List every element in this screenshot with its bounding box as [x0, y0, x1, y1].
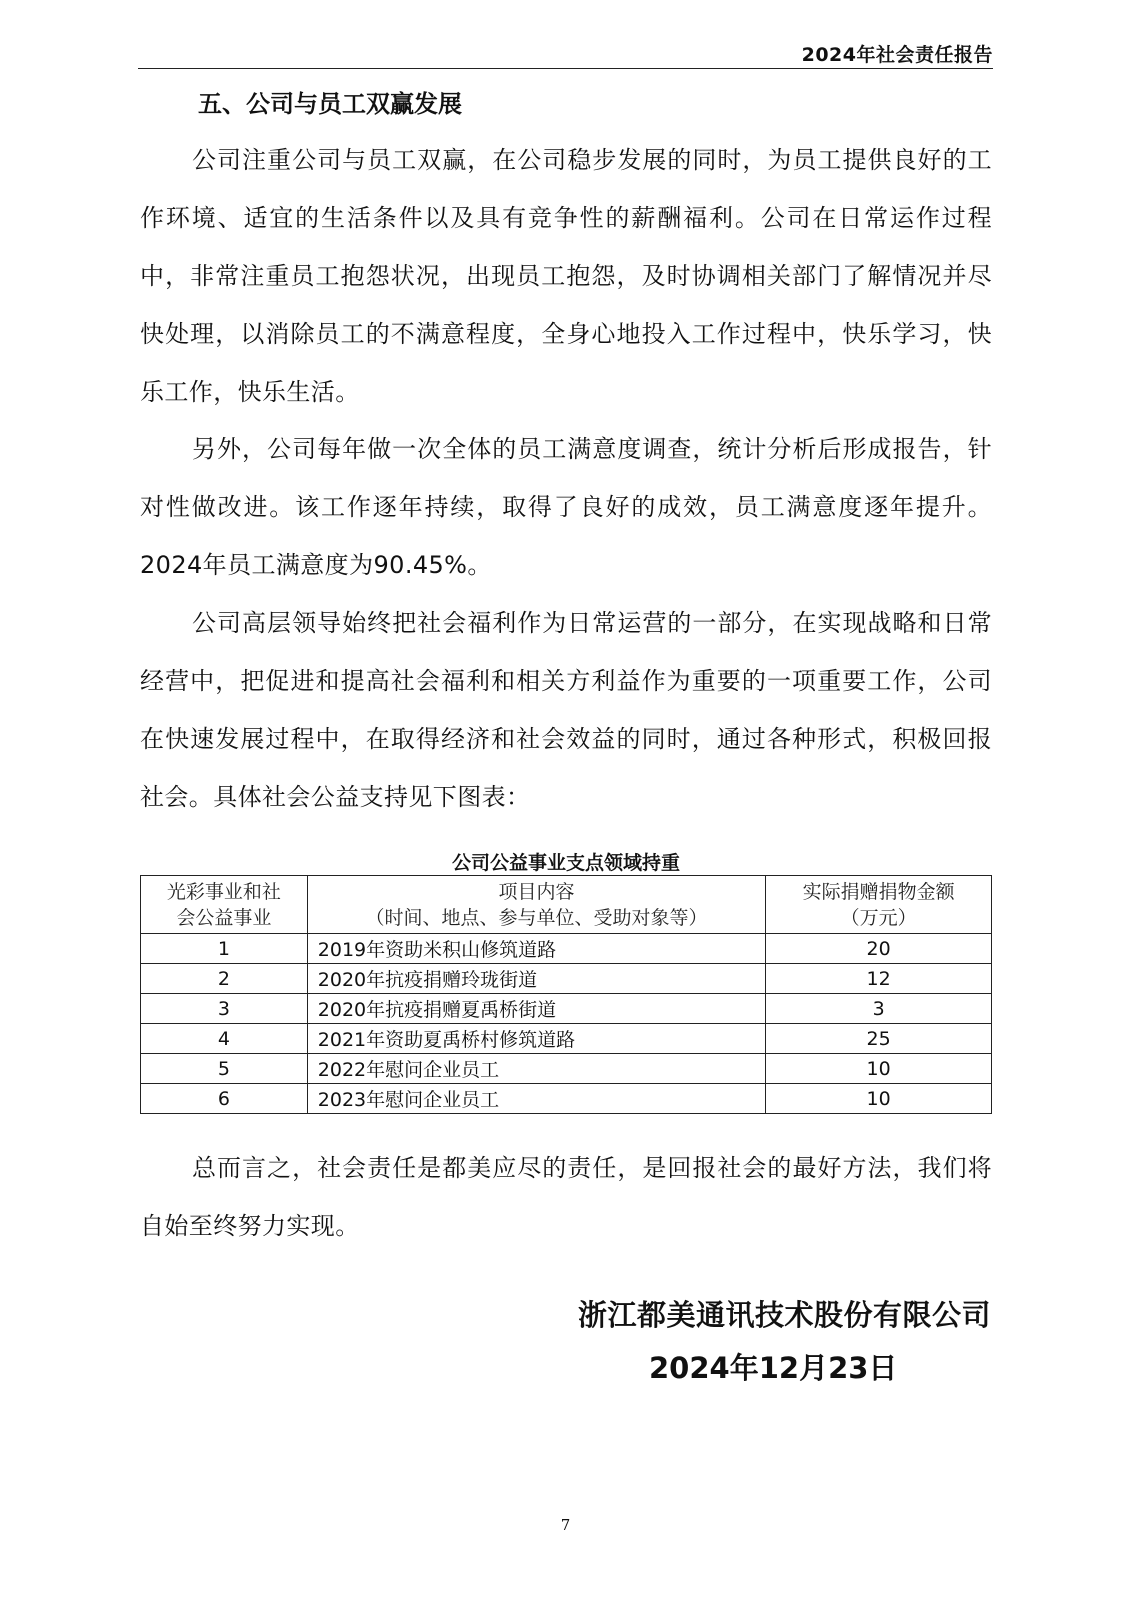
row-amount: 20 — [766, 934, 992, 964]
row-amount: 3 — [766, 994, 992, 1024]
row-content: 2019年资助米积山修筑道路 — [307, 934, 765, 964]
table-row — [141, 994, 992, 1024]
header-amount — [766, 876, 992, 934]
paragraph-conclusion: 总而言之，社会责任是都美应尽的责任，是回报社会的最好方法，我们将自始至终努力实现。 — [140, 1154, 992, 1240]
header-amount-line1: 实际捐赠捐物金额 — [802, 880, 955, 903]
row-content: 2021年资助夏禹桥村修筑道路 — [307, 1024, 765, 1054]
row-number: 4 — [141, 1024, 308, 1054]
row-content: 2020年抗疫捐赠夏禹桥街道 — [307, 994, 765, 1024]
table-row — [141, 1024, 992, 1054]
row-amount: 12 — [766, 964, 992, 994]
row-number: 1 — [141, 934, 308, 964]
table-row — [141, 1084, 992, 1114]
header-category — [141, 876, 308, 934]
row-amount: 10 — [766, 1084, 992, 1114]
report-header-title: 2024年社会责任报告 — [801, 44, 993, 66]
paragraph-win-win: 公司注重公司与员工双赢，在公司稳步发展的同时，为员工提供良好的工作环境、适宜的生活条件以及具有竞争性的薪酬福利。公司在日常运作过程中，非常注重员工抱怨状况，出现员工抱怨，及时协调相关部门了解情况并尽快处理，以消除员工的不满意程度，全身心地投入工作过程中，快乐学习，快乐工作，快乐生活。 — [140, 146, 992, 406]
donation-table — [140, 875, 992, 1114]
table-header-row — [141, 876, 992, 934]
header-project-line1: 项目内容 — [498, 880, 575, 903]
header-amount-line2: （万元） — [840, 906, 917, 929]
table-row — [141, 934, 992, 964]
row-number: 2 — [141, 964, 308, 994]
header-category-line1: 光彩事业和社 — [166, 880, 281, 903]
header-project-content — [307, 876, 765, 934]
signature-date: 2024年12月23日 — [649, 1351, 898, 1385]
paragraph-social-welfare: 公司高层领导始终把社会福利作为日常运营的一部分，在实现战略和日常经营中，把促进和提高社会福利和相关方利益作为重要的一项重要工作，公司在快速发展过程中，在取得经济和社会效益的同时，通过各种形式，积极回报社会。具体社会公益支持见下图表： — [140, 609, 992, 811]
section-title: 五、公司与员工双赢发展 — [198, 90, 462, 118]
header-category-line2: 会公益事业 — [176, 906, 272, 929]
row-amount: 10 — [766, 1054, 992, 1084]
table-row — [141, 964, 992, 994]
row-content: 2022年慰问企业员工 — [307, 1054, 765, 1084]
row-content: 2020年抗疫捐赠玲珑街道 — [307, 964, 765, 994]
table-caption: 公司公益事业支点领域持重 — [451, 852, 680, 874]
header-divider — [138, 68, 993, 69]
paragraph-satisfaction-survey: 另外，公司每年做一次全体的员工满意度调查，统计分析后形成报告，针对性做改进。该工作逐年持续，取得了良好的成效，员工满意度逐年提升。2024年员工满意度为90.45%。 — [140, 435, 992, 579]
table-row — [141, 1054, 992, 1084]
row-number: 3 — [141, 994, 308, 1024]
header-project-line2: （时间、地点、参与单位、受助对象等） — [365, 906, 708, 929]
row-content: 2023年慰问企业员工 — [307, 1084, 765, 1114]
row-number: 6 — [141, 1084, 308, 1114]
row-number: 5 — [141, 1054, 308, 1084]
signature-company: 浙江都美通讯技术股份有限公司 — [577, 1298, 991, 1332]
row-amount: 25 — [766, 1024, 992, 1054]
page-number: 7 — [560, 1516, 571, 1534]
